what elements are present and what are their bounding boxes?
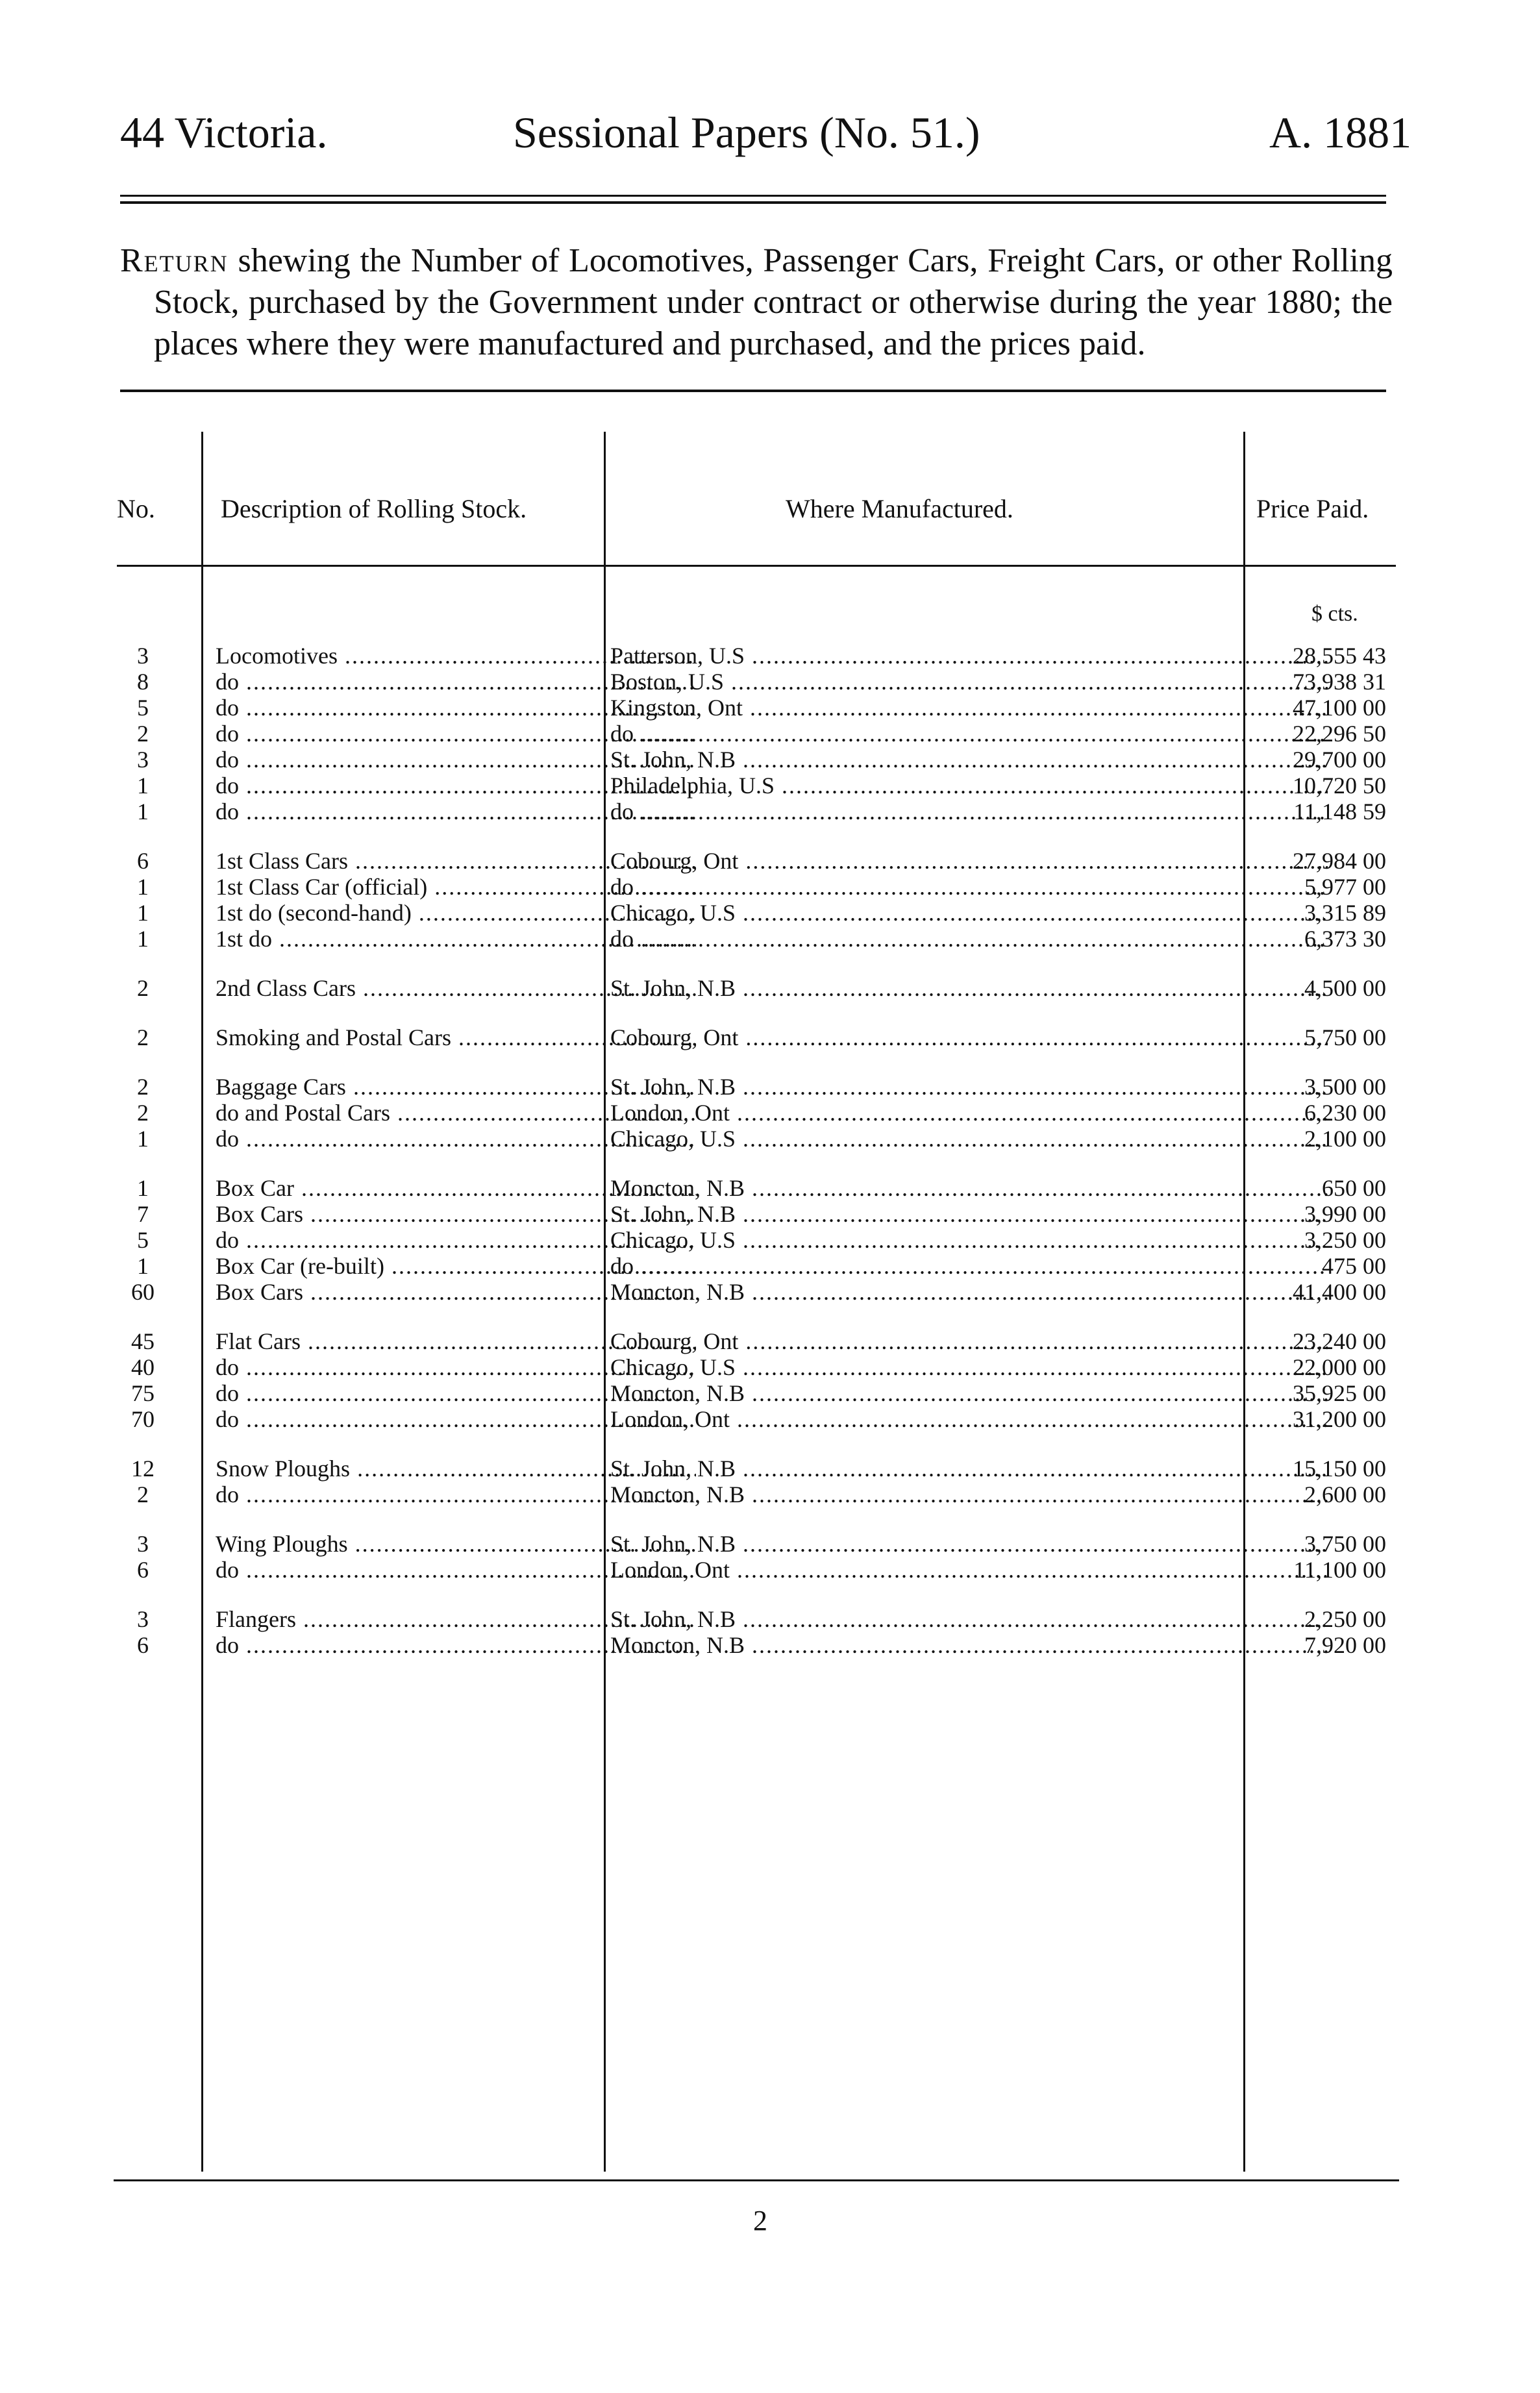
header-rule [117,565,1396,567]
cell-price: 4,500 00 [1304,975,1386,1001]
cell-description: do ..... [216,1227,696,1253]
cell-no: 1 [137,773,149,799]
cell-no: 12 [131,1456,155,1482]
cell-where-manufactured: do ..... [610,874,1328,900]
cell-price: 3,990 00 [1304,1201,1386,1227]
table-row [104,643,1396,669]
cell-description: do ..... [216,695,696,721]
cell-no: 75 [131,1380,155,1406]
cell-where-manufactured: do ..... [610,1253,1328,1279]
row-group [104,1074,1396,1152]
cell-price: 47,100 00 [1293,695,1386,721]
cell-where-manufactured: Cobourg, Ont ..... [610,1024,1328,1050]
table-row [104,874,1396,900]
cell-description: 1st do ..... [216,926,696,952]
cell-price: 22,296 50 [1293,721,1386,747]
table-row [104,1279,1396,1305]
cell-no: 1 [137,799,149,825]
cell-no: 45 [131,1328,155,1354]
page-number: 2 [753,2205,767,2237]
row-group [104,1606,1396,1658]
cell-description: do ..... [216,1380,696,1406]
table-row [104,1227,1396,1253]
cell-no: 1 [137,1253,149,1279]
table-row [104,747,1396,773]
cell-price: 11,148 59 [1293,799,1386,825]
cell-description: do ..... [216,1632,696,1658]
cell-no: 1 [137,926,149,952]
cell-price: 650 00 [1322,1175,1386,1201]
cell-price: 31,200 00 [1293,1406,1386,1432]
cell-description: do ..... [216,747,696,773]
row-group [104,1328,1396,1432]
cell-no: 3 [137,643,149,669]
cell-price: 3,500 00 [1304,1074,1386,1100]
cell-price: 3,250 00 [1304,1227,1386,1253]
cell-no: 2 [137,1100,149,1126]
cell-no: 1 [137,1126,149,1152]
cell-description: Flat Cars ..... [216,1328,696,1354]
table-row [104,1074,1396,1100]
cell-price: 6,373 30 [1304,926,1386,952]
cell-where-manufactured: Chicago, U.S ..... [610,900,1328,926]
cell-price: 35,925 00 [1293,1380,1386,1406]
cell-description: do ..... [216,1354,696,1380]
header-sessional-papers: Sessional Papers (No. 51.) [513,108,980,157]
cell-no: 70 [131,1406,155,1432]
cell-description: do ..... [216,1126,696,1152]
table-row [104,1024,1396,1050]
row-group [104,975,1396,1001]
table-row [104,799,1396,825]
cell-description: Box Car (re-built) ..... [216,1253,696,1279]
cell-where-manufactured: Chicago, U.S ..... [610,1126,1328,1152]
cell-no: 2 [137,721,149,747]
cell-description: Wing Ploughs ..... [216,1531,696,1557]
table-row [104,1482,1396,1507]
cell-where-manufactured: St. John, N.B ..... [610,747,1328,773]
table-body [104,643,1396,1681]
cell-no: 3 [137,1531,149,1557]
cell-no: 5 [137,1227,149,1253]
cell-price: 29,700 00 [1293,747,1386,773]
cell-price: 41,400 00 [1293,1279,1386,1305]
table-row [104,1328,1396,1354]
cell-description: Locomotives ..... [216,643,696,669]
cell-where-manufactured: Kingston, Ont ..... [610,695,1328,721]
cell-description: Box Cars ..... [216,1201,696,1227]
row-group [104,1456,1396,1507]
cell-where-manufactured: London, Ont ..... [610,1557,1328,1583]
cell-description: Flangers ..... [216,1606,696,1632]
table-row [104,848,1396,874]
cell-price: 2,250 00 [1304,1606,1386,1632]
table-row [104,1557,1396,1583]
rolling-stock-table [104,399,1396,2178]
cell-no: 1 [137,874,149,900]
table-row [104,721,1396,747]
column-header-description: Description of Rolling Stock. [221,494,527,523]
cell-where-manufactured: St. John, N.B ..... [610,1456,1328,1482]
table-row [104,1253,1396,1279]
row-group [104,1531,1396,1583]
cell-price: 7,920 00 [1304,1632,1386,1658]
table-row [104,1531,1396,1557]
cell-where-manufactured: St. John, N.B ..... [610,1201,1328,1227]
cell-description: Box Car ..... [216,1175,696,1201]
price-units: $ cts. [1311,602,1358,626]
cell-where-manufactured: do ..... [610,721,1328,747]
cell-where-manufactured: Chicago, U.S ..... [610,1227,1328,1253]
table-row [104,900,1396,926]
return-lead: Return [120,242,229,279]
column-header-where: Where Manufactured. [786,494,1013,523]
cell-no: 3 [137,747,149,773]
cell-where-manufactured: Moncton, N.B ..... [610,1380,1328,1406]
cell-where-manufactured: Philadelphia, U.S ..... [610,773,1328,799]
cell-description: Snow Ploughs ..... [216,1456,696,1482]
cell-no: 1 [137,900,149,926]
cell-no: 2 [137,1482,149,1507]
table-row [104,1175,1396,1201]
cell-price: 28,555 43 [1293,643,1386,669]
table-row [104,669,1396,695]
row-group [104,643,1396,825]
cell-no: 5 [137,695,149,721]
table-row [104,975,1396,1001]
row-group [104,848,1396,952]
table-row [104,1201,1396,1227]
cell-description: 1st Class Cars ..... [216,848,696,874]
cell-no: 6 [137,1557,149,1583]
cell-description: Smoking and Postal Cars ..... [216,1024,696,1050]
cell-description: do and Postal Cars ..... [216,1100,696,1126]
cell-where-manufactured: Boston, U.S ..... [610,669,1328,695]
cell-where-manufactured: St. John, N.B ..... [610,1606,1328,1632]
cell-description: do ..... [216,1557,696,1583]
cell-no: 8 [137,669,149,695]
cell-no: 40 [131,1354,155,1380]
cell-where-manufactured: Cobourg, Ont ..... [610,848,1328,874]
header-rule-bottom [120,201,1386,204]
cell-where-manufactured: Moncton, N.B ..... [610,1632,1328,1658]
cell-price: 15,150 00 [1293,1456,1386,1482]
cell-where-manufactured: Cobourg, Ont ..... [610,1328,1328,1354]
cell-price: 5,977 00 [1304,874,1386,900]
cell-where-manufactured: Moncton, N.B ..... [610,1279,1328,1305]
table-row [104,926,1396,952]
cell-price: 2,100 00 [1304,1126,1386,1152]
table-row [104,695,1396,721]
cell-description: 1st do (second-hand) ..... [216,900,696,926]
header-session: 44 Victoria. [120,108,328,157]
cell-where-manufactured: London, Ont ..... [610,1406,1328,1432]
table-row [104,1606,1396,1632]
table-row [104,1354,1396,1380]
cell-where-manufactured: do ..... [610,926,1328,952]
table-row [104,1456,1396,1482]
cell-no: 1 [137,1175,149,1201]
cell-description: do ..... [216,1406,696,1432]
cell-price: 6,230 00 [1304,1100,1386,1126]
cell-price: 11,100 00 [1293,1557,1386,1583]
cell-description: do ..... [216,669,696,695]
table-row [104,1406,1396,1432]
cell-price: 73,938 31 [1293,669,1386,695]
cell-where-manufactured: do ..... [610,799,1328,825]
column-header-no: No. [117,494,155,523]
return-description [120,240,1393,365]
cell-description: do ..... [216,1482,696,1507]
cell-where-manufactured: St. John, N.B ..... [610,975,1328,1001]
return-text: shewing the Number of Locomotives, Passenger Cars, Freight Cars, or other Rolling Stock, purchased by the Government under contract or otherwise during the year 1880; the places where they were manufactured and purchased, and the prices paid. [154,242,1393,362]
table-row [104,773,1396,799]
cell-description: do ..... [216,799,696,825]
table-row [104,1380,1396,1406]
cell-price: 2,600 00 [1304,1482,1386,1507]
cell-no: 2 [137,1074,149,1100]
cell-where-manufactured: Moncton, N.B ..... [610,1175,1328,1201]
cell-description: do ..... [216,721,696,747]
cell-description: 1st Class Car (official) ..... [216,874,696,900]
cell-no: 2 [137,975,149,1001]
cell-no: 2 [137,1024,149,1050]
cell-where-manufactured: London, Ont ..... [610,1100,1328,1126]
row-group [104,1175,1396,1305]
column-header-price: Price Paid. [1256,494,1369,523]
cell-where-manufactured: St. John, N.B ..... [610,1074,1328,1100]
cell-price: 27,984 00 [1293,848,1386,874]
cell-where-manufactured: Moncton, N.B ..... [610,1482,1328,1507]
row-group [104,1024,1396,1050]
table-bottom-rule [114,2179,1399,2181]
table-row [104,1632,1396,1658]
cell-no: 6 [137,1632,149,1658]
cell-price: 23,240 00 [1293,1328,1386,1354]
cell-price: 3,750 00 [1304,1531,1386,1557]
cell-price: 3,315 89 [1304,900,1386,926]
table-row [104,1100,1396,1126]
cell-no: 6 [137,848,149,874]
cell-price: 10,720 50 [1293,773,1386,799]
cell-description: do ..... [216,773,696,799]
table-top-rule [120,390,1386,392]
cell-where-manufactured: Chicago, U.S ..... [610,1354,1328,1380]
cell-description: 2nd Class Cars ..... [216,975,696,1001]
cell-price: 22,000 00 [1293,1354,1386,1380]
cell-no: 3 [137,1606,149,1632]
cell-no: 60 [131,1279,155,1305]
cell-description: Box Cars ..... [216,1279,696,1305]
header-year: A. 1881 [1269,108,1412,157]
cell-where-manufactured: Patterson, U.S ..... [610,643,1328,669]
table-row [104,1126,1396,1152]
cell-no: 7 [137,1201,149,1227]
cell-price: 5,750 00 [1304,1024,1386,1050]
header-rule-top [120,195,1386,197]
cell-where-manufactured: St. John, N.B ..... [610,1531,1328,1557]
cell-description: Baggage Cars ..... [216,1074,696,1100]
cell-price: 475 00 [1322,1253,1386,1279]
